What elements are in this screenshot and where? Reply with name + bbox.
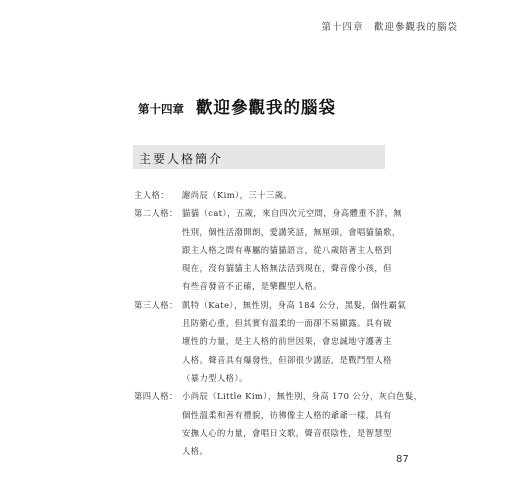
entry-text <box>182 186 394 204</box>
entry-line: 貓貓（cat），五歲，來自四次元空間，身高體重不詳，無 <box>182 208 403 219</box>
entry-line: （暴力型人格）。 <box>182 372 248 383</box>
entry-line: 性別，個性活潑開朗，愛講笑話，無厘頭，會唱貓貓歌， <box>182 226 401 237</box>
entry-line: 人格。 <box>182 446 209 457</box>
chapter-title: 歡迎參觀我的腦袋 <box>196 98 336 117</box>
entry-line: 謝尚辰（Kim），三十三歲。 <box>182 190 293 200</box>
chapter-heading <box>138 94 336 118</box>
entry-line: 且防衛心重，但其實有溫柔的一面卻不易顯露。具有破 <box>182 318 392 329</box>
entry-line: 凱特（Kate），無性別，身高 184 公分，黑髮，個性霸氣 <box>182 299 407 310</box>
chapter-number: 第十四章 <box>138 102 184 116</box>
entry-line: 現在，沒有貓貓主人格無法活到現在，聲音像小孩，但 <box>182 263 392 274</box>
running-head: 第十四章 歡迎參觀我的腦袋 <box>321 22 458 33</box>
entry-line: 個性溫柔和善有禮貌，彷彿像主人格的爺爺一樣，具有 <box>182 409 392 420</box>
entry-line: 安撫人心的力量，會唱日文歌，聲音很陰性，是智慧型 <box>182 427 392 438</box>
personality-entry-third <box>134 296 407 387</box>
entry-text <box>182 296 406 387</box>
section-title: 主要人格簡介 <box>139 152 224 166</box>
entry-line: 跟主人格之間有專屬的貓貓語言，從八歲陪著主人格到 <box>182 244 392 255</box>
entry-line: 人格。聲音具有爆發性，但卻很少講話，是戰鬥型人格 <box>182 354 392 365</box>
entry-text <box>182 204 402 295</box>
entry-label: 第三人格： <box>134 299 178 310</box>
entry-line: 有些音發音不正確，是樂觀型人格。 <box>182 281 322 292</box>
personality-entry-second <box>134 204 403 295</box>
entry-line: 小尚辰（Little Kim），無性別，身高 170 公分，灰白色髮， <box>182 391 423 402</box>
entry-label: 第四人格： <box>134 391 178 402</box>
entry-label: 第二人格： <box>134 208 178 219</box>
personality-entry-main <box>134 186 394 204</box>
entry-text <box>182 387 422 460</box>
entry-line: 壞性的力量，是主人格的前世因果，會忠誠地守護著主 <box>182 336 392 347</box>
page-number: 87 <box>396 454 409 465</box>
entry-label: 主人格： <box>134 190 169 200</box>
